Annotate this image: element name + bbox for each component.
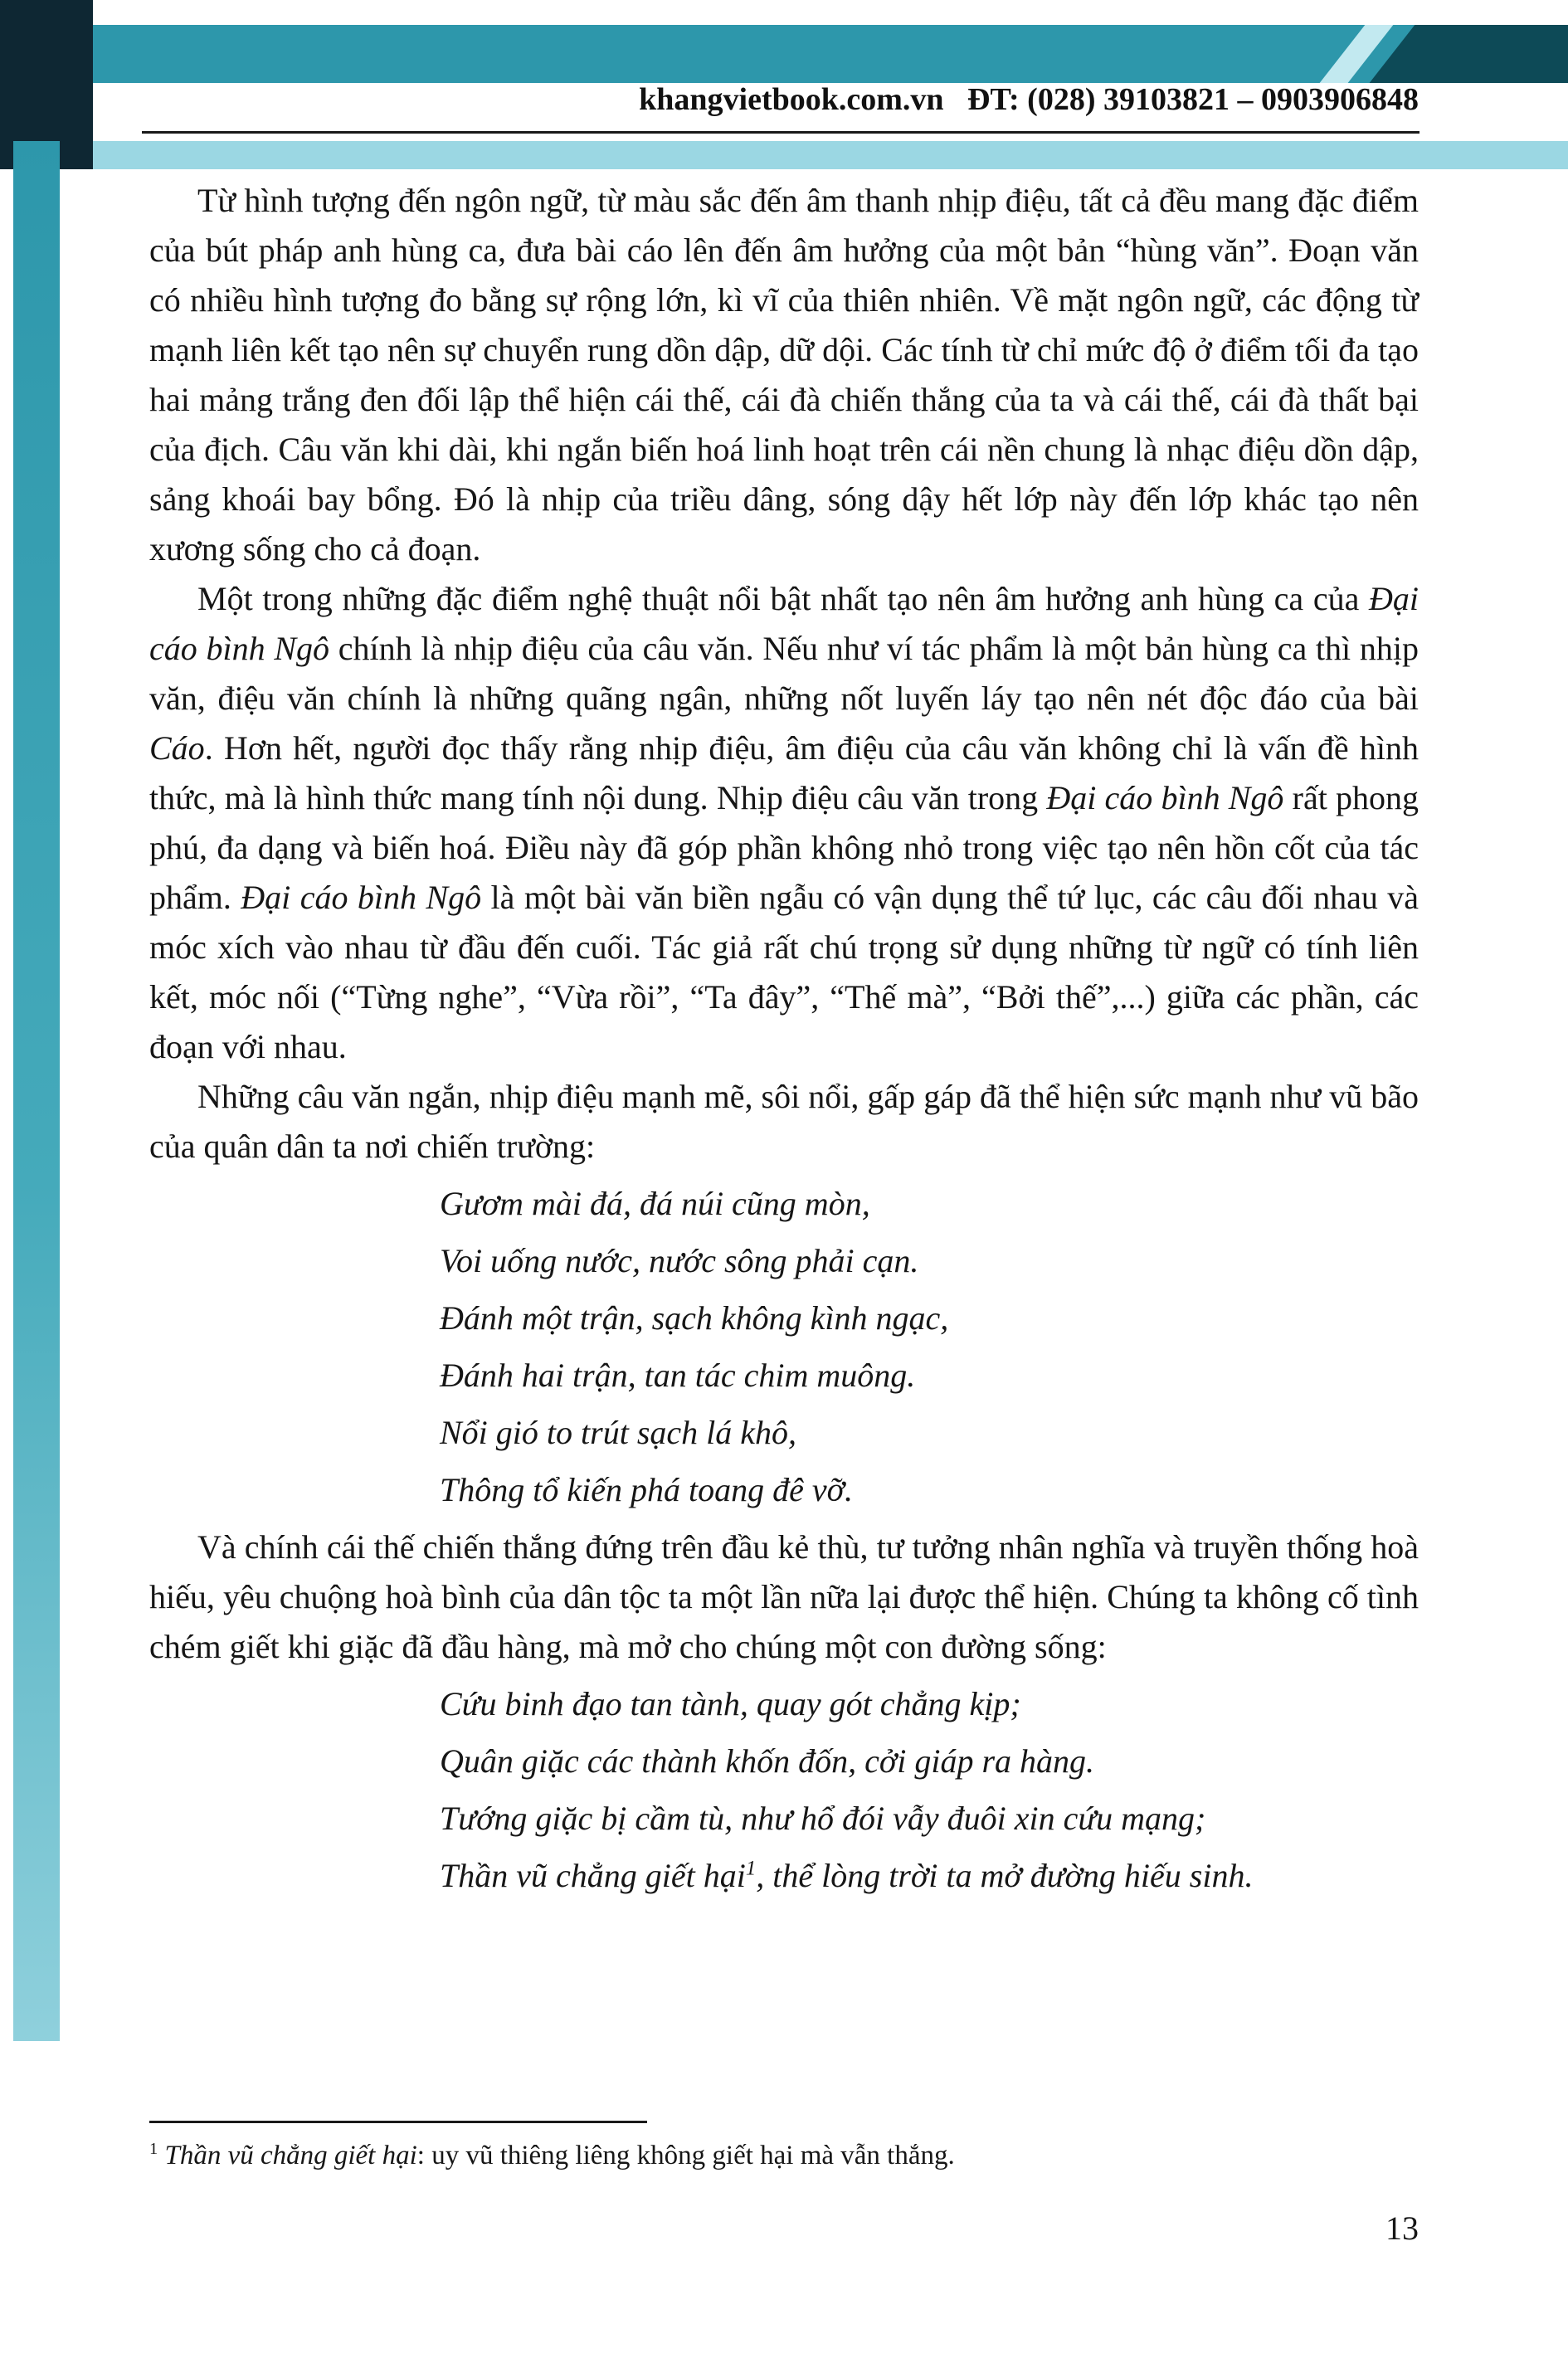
text-run: Tướng giặc bị cầm tù, như hổ đói vẫy đuôi xin cứu mạng;: [440, 1800, 1206, 1837]
text-run: Gươm mài đá, đá núi cũng mòn,: [440, 1185, 870, 1222]
text-run: Nổi gió to trút sạch lá khô,: [440, 1414, 796, 1451]
text-run: Một trong những đặc điểm nghệ thuật nổi bật nhất tạo nên âm hưởng anh hùng ca của: [197, 580, 1369, 617]
verse-line: [149, 1351, 1419, 1401]
text-run: Voi uống nước, nước sông phải cạn.: [440, 1242, 919, 1279]
paragraph: [149, 1522, 1419, 1672]
text-run: Những câu văn ngắn, nhịp điệu mạnh mẽ, sôi nổi, gấp gáp đã thể hiện sức mạnh như vũ bão của quân dân ta nơi chiến trường:: [149, 1078, 1419, 1165]
text-run: Quân giặc các thành khốn đốn, cởi giáp ra hàng.: [440, 1742, 1095, 1780]
paragraph: [149, 176, 1419, 574]
superscript-ref: 1: [745, 1857, 757, 1880]
footnote-rule: [149, 2121, 647, 2123]
page-header: khangvietbook.com.vn ĐT: (028) 39103821 – 0903906848: [639, 82, 1419, 117]
footnote-section: [149, 2121, 1419, 2175]
verse-line: [149, 1679, 1419, 1729]
verse-line: [149, 1851, 1419, 1901]
text-run: Thần vũ chẳng giết hại: [440, 1857, 746, 1894]
text-run: , thể lòng trời ta mở đường hiếu sinh.: [756, 1857, 1254, 1894]
italic-text: Đại cáo bình Ngô: [241, 879, 482, 916]
paragraph: [149, 1072, 1419, 1172]
decorative-slash-dark: [1370, 25, 1568, 83]
document-content: [149, 176, 1419, 1908]
text-run: Thông tổ kiến phá toang đê vỡ.: [440, 1471, 853, 1508]
verse-line: [149, 1465, 1419, 1515]
footnote-text: [149, 2136, 1419, 2175]
text-run: chính là nhịp điệu của câu văn. Nếu như ví tác phẩm là một bản hùng ca thì nhịp văn, điệu văn chính là những quãng ngân, những nốt luyến láy tạo nên nét độc đáo của bài: [149, 630, 1419, 717]
italic-text: Thần vũ chẳng giết hại: [164, 2141, 417, 2170]
header-underline: [142, 131, 1419, 134]
text-run: Cứu binh đạo tan tành, quay gót chẳng kịp;: [440, 1685, 1021, 1722]
italic-text: Đại cáo bình Ngô: [149, 580, 1419, 667]
superscript-ref: 1: [149, 2140, 158, 2158]
text-run: Và chính cái thế chiến thắng đứng trên đầu kẻ thù, tư tưởng nhân nghĩa và truyền thống hoà hiếu, yêu chuộng hoà bình của dân tộc ta một lần nữa lại được thể hiện. Chúng ta không cố tình chém giết khi giặc đã đầu hàng, mà mở cho chúng một con đường sống:: [149, 1528, 1419, 1665]
text-run: Đánh hai trận, tan tác chim muông.: [440, 1357, 916, 1394]
verse-line: [149, 1408, 1419, 1458]
verse-line: [149, 1794, 1419, 1844]
verse-line: [149, 1236, 1419, 1286]
text-run: là một bài văn biền ngẫu có vận dụng thể tứ lục, các câu đối nhau và móc xích vào nhau từ đầu đến cuối. Tác giả rất chú trọng sử dụng những từ ngữ có tính liên kết, móc nối (“Từng nghe”, “Vừa rồi”, “Ta đây”, “Thế mà”, “Bởi thế”,...) giữa các phần, các đoạn với nhau.: [149, 879, 1419, 1065]
paragraph: [149, 574, 1419, 1072]
text-run: : uy vũ thiêng liêng không giết hại mà vẫn thắng.: [416, 2141, 955, 2170]
light-stripe-decoration: [0, 141, 1568, 169]
verse-line: [149, 1293, 1419, 1343]
page-number: 13: [1385, 2209, 1419, 2247]
verse-line: [149, 1737, 1419, 1786]
italic-text: Cáo: [149, 729, 205, 767]
text-run: Từ hình tượng đến ngôn ngữ, từ màu sắc đến âm thanh nhịp điệu, tất cả đều mang đặc điểm của bút pháp anh hùng ca, đưa bài cáo lên đến âm hưởng của một bản “hùng văn”. Đoạn văn có nhiều hình tượng đo bằng sự rộng lớn, kì vĩ của thiên nhiên. Về mặt ngôn ngữ, các động từ mạnh liên kết tạo nên sự chuyển rung dồn dập, dữ dội. Các tính từ chỉ mức độ ở điểm tối đa tạo hai mảng trắng đen đối lập thể hiện cái thế, cái đà chiến thắng của ta và cái thế, cái đà thất bại của địch. Câu văn khi dài, khi ngắn biến hoá linh hoạt trên cái nền chung là nhạc điệu dồn dập, sảng khoái bay bổng. Đó là nhịp của triều dâng, sóng dậy hết lớp này đến lớp khác tạo nên xương sống cho cả đoạn.: [149, 182, 1419, 568]
text-run: rất phong phú, đa dạng và biến hoá. Điều này đã góp phần không nhỏ trong việc tạo nên hồn cốt của tác phẩm.: [149, 779, 1419, 916]
italic-text: Đại cáo bình Ngô: [1046, 779, 1284, 816]
text-run: Đánh một trận, sạch không kình ngạc,: [440, 1299, 949, 1337]
text-run: . Hơn hết, người đọc thấy rằng nhịp điệu, âm điệu của câu văn không chỉ là vấn đề hình thức, mà là hình thức mang tính nội dung. Nhịp điệu câu văn trong: [149, 729, 1419, 816]
left-edge-bar-decoration: [13, 141, 60, 2041]
top-band-decoration: [0, 25, 1568, 83]
verse-line: [149, 1179, 1419, 1229]
